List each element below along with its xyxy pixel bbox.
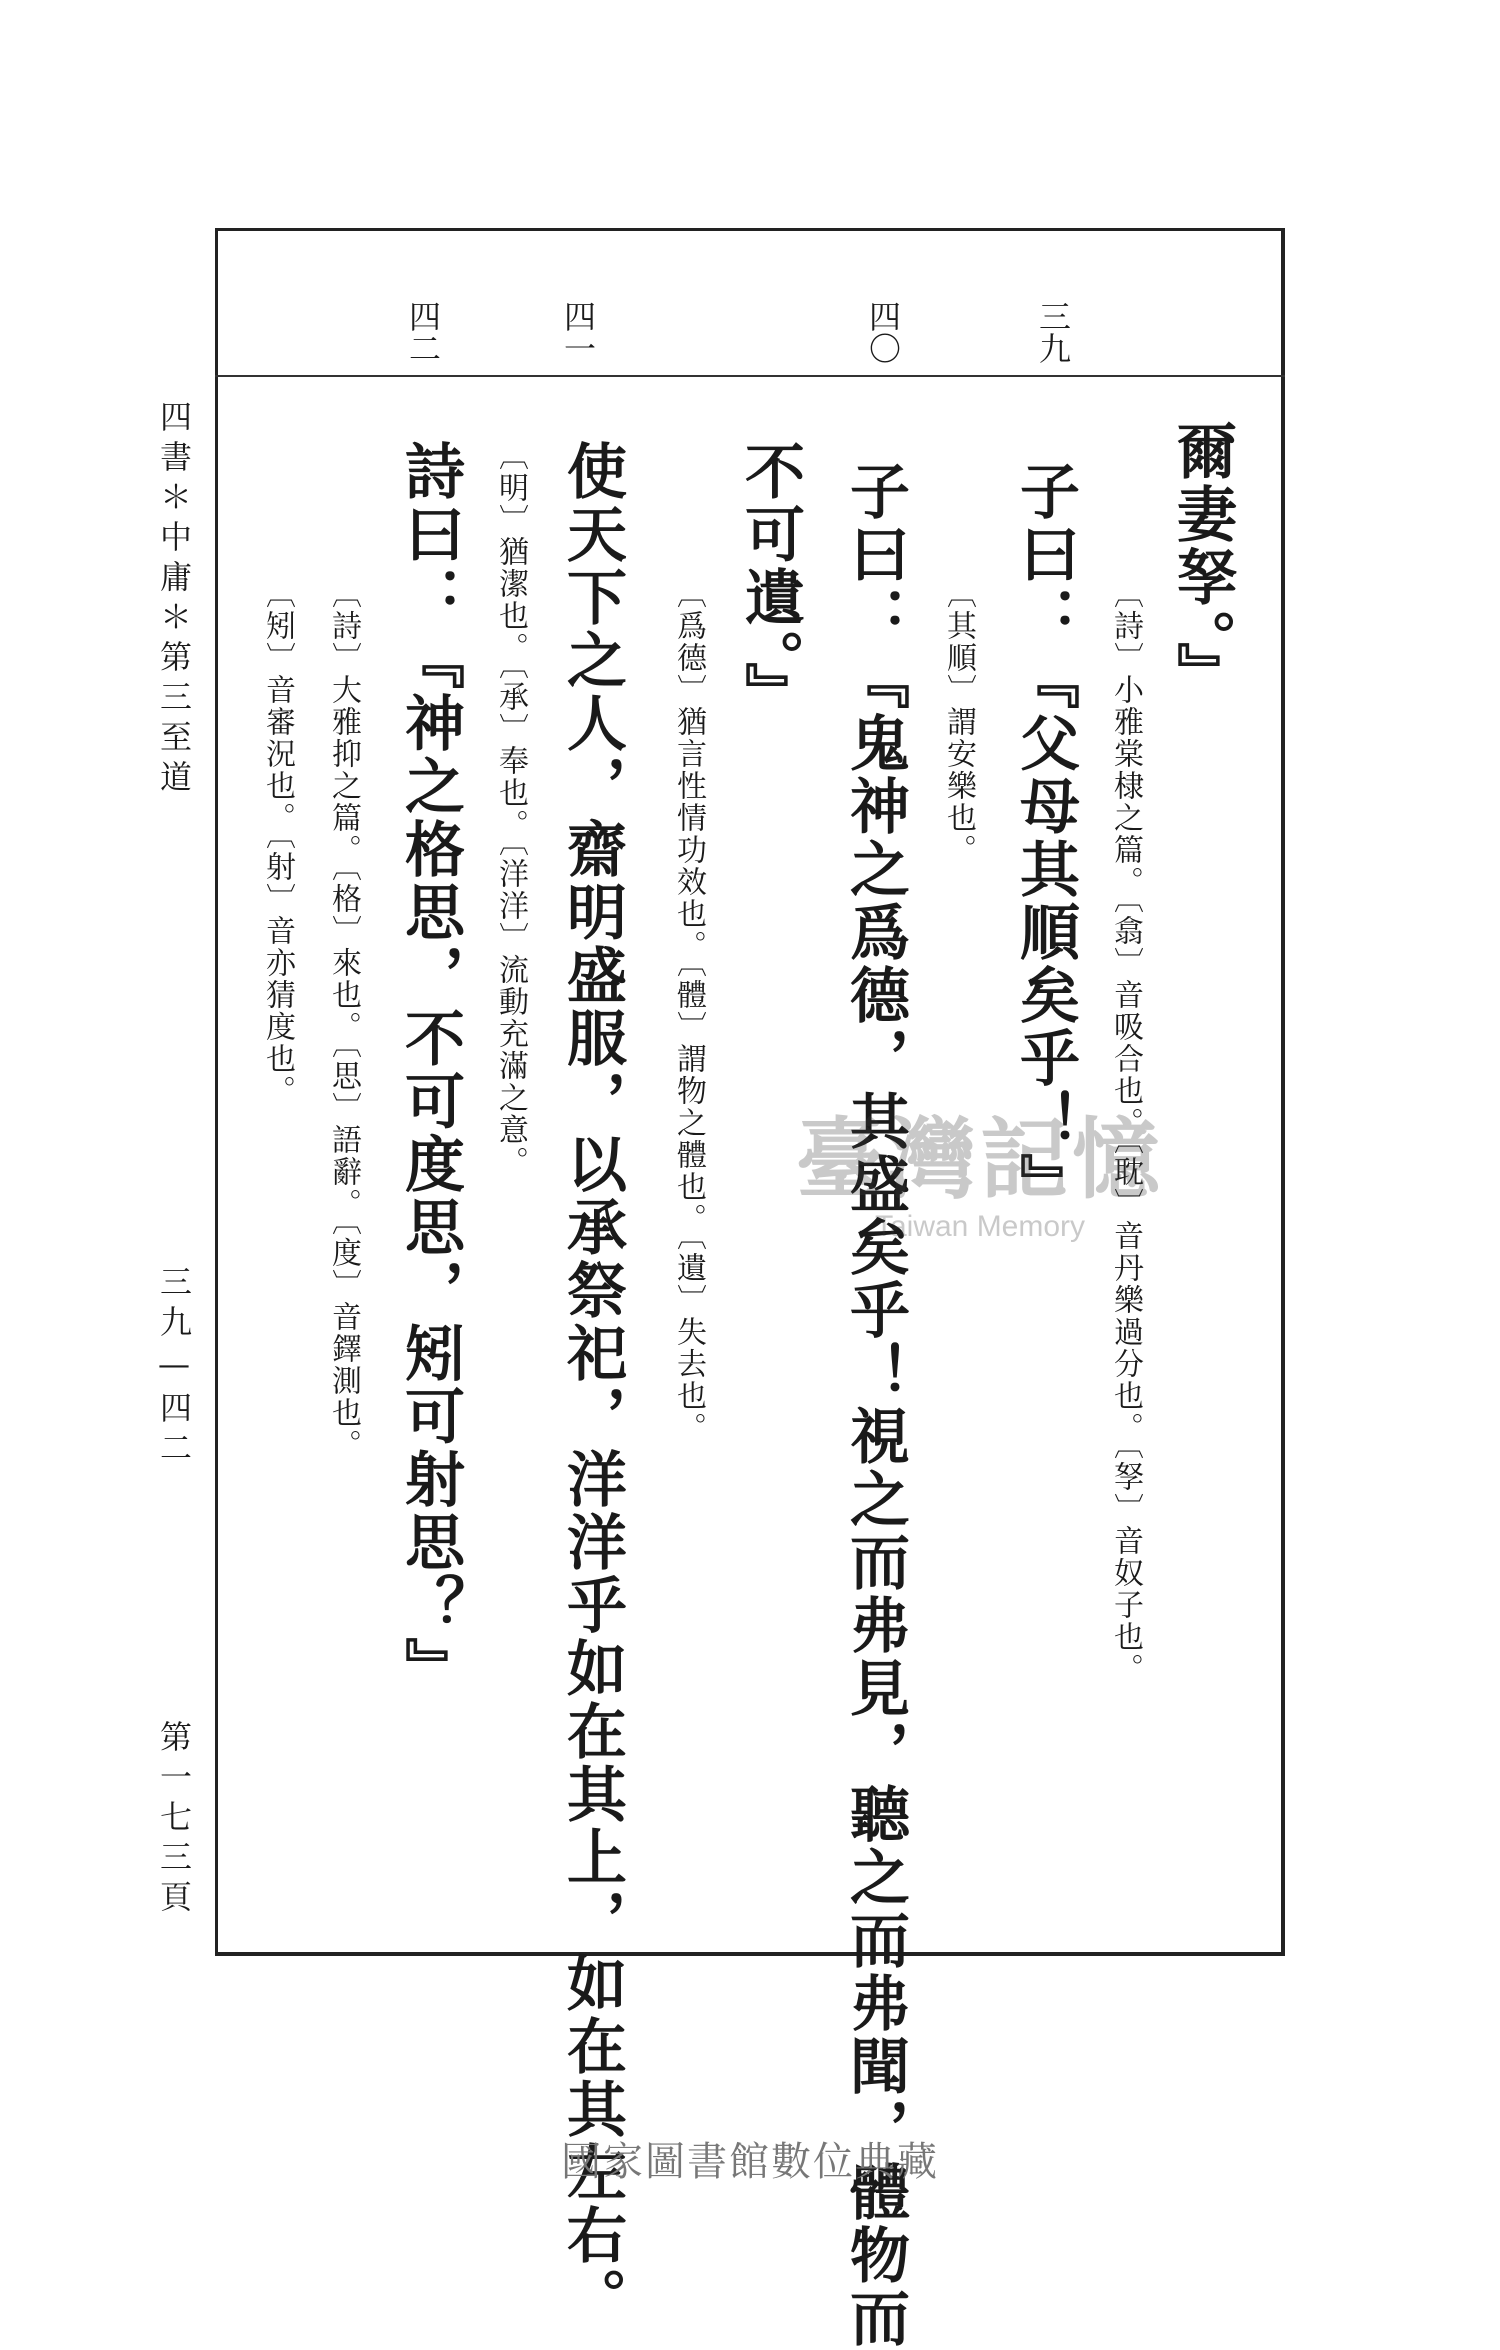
running-head-book: 四書＊中庸＊第三至道 — [155, 400, 193, 800]
text-column: 使天下之人，齋明盛服，以承祭祀，洋洋乎如在其上，如在其左右。 — [557, 440, 627, 2330]
annotation-column: 〔詩〕小雅棠棣之篇。〔翕〕音吸合也。〔耽〕音丹樂過分也。〔孥〕音奴子也。 — [1108, 578, 1143, 1685]
page-number: 第一七三頁 — [155, 1720, 193, 1920]
annotation-column: 〔明〕猶潔也。〔承〕奉也。〔洋洋〕流動充滿之意。 — [493, 440, 528, 1178]
verse-number-41: 四一 — [559, 300, 597, 364]
text-column: 子曰：『鬼神之爲德，其盛矣乎！視之而弗見，聽之而弗聞，體物而 — [840, 460, 910, 2350]
watermark-chinese: 臺灣記憶 — [795, 1107, 1164, 1211]
annotation-column: 〔矧〕音審況也。〔射〕音亦猜度也。 — [260, 578, 295, 1107]
verse-number-40: 四〇 — [864, 300, 902, 364]
text-column: 子曰：『父母其順矣乎！』 — [1010, 460, 1080, 1216]
annotation-column: 〔爲德〕猶言性情功效也。〔體〕謂物之體也。〔遺〕失去也。 — [671, 578, 706, 1444]
archive-footer: 國家圖書館數位典藏 — [561, 2139, 939, 2185]
watermark-english: Taiwan Memory — [874, 1210, 1086, 1243]
verse-number-39: 三九 — [1034, 300, 1072, 364]
text-column: 爾妻孥。』 — [1167, 420, 1237, 705]
verse-number-42: 四二 — [404, 300, 442, 364]
annotation-column: 〔其順〕謂安樂也。 — [941, 578, 976, 866]
running-head-range: 三九—四二 — [155, 1265, 193, 1471]
header-rule — [215, 375, 1285, 377]
annotation-column: 〔詩〕大雅抑之篇。〔格〕來也。〔思〕語辭。〔度〕音鐸測也。 — [326, 578, 361, 1461]
text-column: 不可遺。』 — [735, 440, 805, 725]
text-column: 詩曰：『神之格思，不可度思，矧可射思？』 — [395, 440, 465, 1700]
